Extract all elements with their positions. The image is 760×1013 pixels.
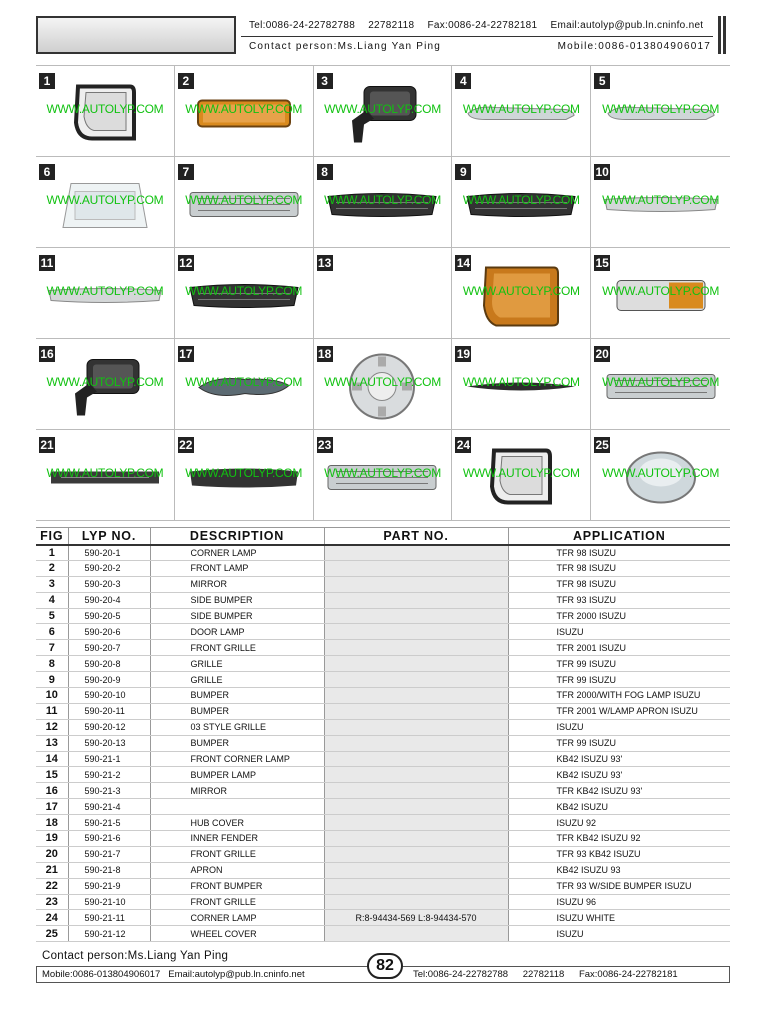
cell-part-no [324,719,508,735]
watermark: WWW.AUTOLYP.COM [602,375,720,390]
cell-description: BUMPER [150,688,324,704]
footer-fax: Fax:0086-24-22782181 [578,969,678,980]
cell-description: GRILLE [150,656,324,672]
cell-fig: 7 [36,640,68,656]
figure-number: 20 [595,347,609,361]
cell-part-no [324,799,508,815]
cell-fig: 23 [36,894,68,910]
cell-fig: 12 [36,719,68,735]
page-header [36,16,736,58]
watermark: WWW.AUTOLYP.COM [602,466,720,481]
table-row [36,926,730,942]
footer-mobile: Mobile:0086-013804906017 [42,969,161,980]
cell-application: ISUZU [508,624,730,640]
figure-number: 1 [39,73,55,89]
cell-lyp-no: 590-20-12 [68,719,150,735]
cell-description: DOOR LAMP [150,624,324,640]
cell-description [150,799,324,815]
figure-number: 7 [178,164,194,180]
watermark: WWW.AUTOLYP.COM [462,284,580,299]
watermark: WWW.AUTOLYP.COM [46,284,164,299]
col-part-no: PART NO. [324,528,508,545]
cell-lyp-no: 590-20-11 [68,703,150,719]
figure-number: 12 [179,256,193,270]
cell-part-no [324,878,508,894]
cell-lyp-no: 590-20-6 [68,624,150,640]
cell-application: KB42 ISUZU 93' [508,751,730,767]
figure-cell [591,339,730,430]
watermark: WWW.AUTOLYP.COM [602,102,720,117]
figure-cell [36,248,175,339]
cell-application: TFR 98 ISUZU [508,545,730,561]
footer-right [413,969,690,980]
table-row [36,862,730,878]
cell-lyp-no: 590-21-3 [68,783,150,799]
cell-lyp-no: 590-20-13 [68,735,150,751]
figure-number: 17 [179,347,193,361]
table-row [36,640,730,656]
cell-part-no [324,688,508,704]
cell-application: TFR 98 ISUZU [508,560,730,576]
cell-description: BUMPER LAMP [150,767,324,783]
figure-cell [452,339,591,430]
figure-number: 23 [317,438,332,452]
cell-application: TFR 99 ISUZU [508,735,730,751]
cell-part-no [324,735,508,751]
cell-description: MIRROR [150,783,324,799]
cell-application: TFR 93 W/SIDE BUMPER ISUZU [508,878,730,894]
table-row [36,688,730,704]
cell-fig: 25 [36,926,68,942]
cell-fig: 13 [36,735,68,751]
col-lyp-no: LYP NO. [68,528,150,545]
header-tel2: 22782118 [368,20,415,31]
table-row [36,894,730,910]
cell-part-no [324,846,508,862]
figure-cell [591,66,730,157]
table-row [36,878,730,894]
cell-description: CORNER LAMP [150,545,324,561]
figure-cell [452,66,591,157]
figure-number: 4 [455,73,471,89]
figure-number: 10 [595,165,609,179]
cell-fig: 2 [36,560,68,576]
cell-part-no [324,624,508,640]
figure-number: 11 [40,256,54,270]
cell-fig: 18 [36,815,68,831]
cell-lyp-no: 590-21-1 [68,751,150,767]
cell-description: BUMPER [150,703,324,719]
figure-cell [452,157,591,248]
figure-cell [314,66,453,157]
figure-number: 25 [595,438,609,452]
table-row [36,703,730,719]
figure-cell [175,248,314,339]
cell-lyp-no: 590-20-3 [68,576,150,592]
cell-application: TFR 99 ISUZU [508,672,730,688]
cell-application: TFR 93 ISUZU [508,592,730,608]
cell-lyp-no: 590-20-5 [68,608,150,624]
table-header-row [36,528,730,545]
table-row [36,576,730,592]
header-email: Email:autolyp@pub.ln.cninfo.net [550,20,704,31]
cell-description: WHEEL COVER [150,926,324,942]
watermark: WWW.AUTOLYP.COM [185,284,303,299]
footer-left [42,969,305,980]
cell-application: TFR 2001 W/LAMP APRON ISUZU [508,703,730,719]
figure-cell [36,339,175,430]
cell-application: ISUZU [508,719,730,735]
cell-application: TFR 2000/WITH FOG LAMP ISUZU [508,688,730,704]
col-description: DESCRIPTION [150,528,324,545]
figure-number: 13 [317,256,332,270]
cell-application: ISUZU 92 [508,815,730,831]
figure-number: 6 [39,164,55,180]
cell-lyp-no: 590-21-12 [68,926,150,942]
figure-cell [452,430,591,521]
cell-part-no [324,767,508,783]
parts-table [36,527,730,942]
cell-lyp-no: 590-21-5 [68,815,150,831]
figure-number: 24 [456,438,471,452]
cell-lyp-no: 590-21-2 [68,767,150,783]
cell-description: 03 STYLE GRILLE [150,719,324,735]
watermark: WWW.AUTOLYP.COM [324,102,441,117]
table-row [36,751,730,767]
cell-part-no [324,656,508,672]
cell-part-no [324,831,508,847]
cell-lyp-no: 590-20-9 [68,672,150,688]
cell-application: KB42 ISUZU 93' [508,767,730,783]
cell-lyp-no: 590-20-10 [68,688,150,704]
cell-part-no [324,640,508,656]
cell-part-no [324,672,508,688]
cell-fig: 6 [36,624,68,640]
cell-fig: 5 [36,608,68,624]
watermark: WWW.AUTOLYP.COM [185,102,303,117]
cell-description: CORNER LAMP [150,910,324,926]
figure-cell [175,66,314,157]
figure-number: 8 [317,164,333,180]
cell-part-no [324,545,508,561]
watermark: WWW.AUTOLYP.COM [185,375,303,390]
table-row [36,910,730,926]
cell-application: TFR KB42 ISUZU 93' [508,783,730,799]
figure-cell [36,66,175,157]
watermark: WWW.AUTOLYP.COM [185,466,303,481]
cell-fig: 19 [36,831,68,847]
header-contact-line [249,20,713,31]
cell-description: MIRROR [150,576,324,592]
cell-description: BUMPER [150,735,324,751]
watermark: WWW.AUTOLYP.COM [602,284,720,299]
footer-email: Email:autolyp@pub.ln.cninfo.net [168,969,305,980]
cell-description: FRONT BUMPER [150,878,324,894]
cell-part-no [324,894,508,910]
cell-part-no [324,815,508,831]
figure-number: 18 [317,347,332,361]
watermark: WWW.AUTOLYP.COM [46,193,164,208]
table-row [36,608,730,624]
footer-tel2: 22782118 [522,969,565,980]
table-row [36,783,730,799]
cell-fig: 1 [36,545,68,561]
watermark: WWW.AUTOLYP.COM [324,193,441,208]
parts-image-grid [36,65,730,521]
cell-fig: 22 [36,878,68,894]
cell-part-no [324,862,508,878]
cell-description: INNER FENDER [150,831,324,847]
cell-part-no [324,926,508,942]
table-row [36,656,730,672]
figure-number: 5 [594,73,610,89]
figure-cell [175,157,314,248]
cell-fig: 9 [36,672,68,688]
cell-description: FRONT CORNER LAMP [150,751,324,767]
watermark: WWW.AUTOLYP.COM [462,466,580,481]
figure-cell [175,339,314,430]
cell-part-no [324,608,508,624]
watermark: WWW.AUTOLYP.COM [46,466,164,481]
cell-lyp-no: 590-21-7 [68,846,150,862]
cell-application: ISUZU WHITE [508,910,730,926]
figure-cell [314,157,453,248]
cell-application: TFR 99 ISUZU [508,656,730,672]
watermark: WWW.AUTOLYP.COM [324,375,441,390]
cell-application: TFR KB42 ISUZU 92 [508,831,730,847]
watermark: WWW.AUTOLYP.COM [462,375,580,390]
watermark: WWW.AUTOLYP.COM [46,375,164,390]
cell-part-no: R:8-94434-569 L:8-94434-570 [324,910,508,926]
table-row [36,545,730,561]
cell-lyp-no: 590-21-10 [68,894,150,910]
watermark: WWW.AUTOLYP.COM [185,193,303,208]
table-row [36,624,730,640]
cell-part-no [324,751,508,767]
table-row [36,846,730,862]
figure-number: 16 [40,347,54,361]
cell-fig: 16 [36,783,68,799]
table-row [36,735,730,751]
cell-lyp-no: 590-21-4 [68,799,150,815]
cell-application: ISUZU 96 [508,894,730,910]
table-row [36,767,730,783]
cell-fig: 11 [36,703,68,719]
footer-contact-person: Contact person:Ms.Liang Yan Ping [42,950,229,962]
cell-part-no [324,592,508,608]
cell-description: FRONT LAMP [150,560,324,576]
figure-cell [314,430,453,521]
cell-lyp-no: 590-20-8 [68,656,150,672]
figure-cell [175,430,314,521]
cell-application: KB42 ISUZU [508,799,730,815]
table-row [36,815,730,831]
header-fax: Fax:0086-24-22782181 [427,20,538,31]
cell-fig: 14 [36,751,68,767]
cell-lyp-no: 590-20-1 [68,545,150,561]
cell-part-no [324,560,508,576]
cell-lyp-no: 590-21-11 [68,910,150,926]
cell-application: ISUZU [508,926,730,942]
watermark: WWW.AUTOLYP.COM [602,193,720,208]
cell-fig: 8 [36,656,68,672]
cell-part-no [324,576,508,592]
cell-description: APRON [150,862,324,878]
figure-number: 14 [456,256,471,270]
cell-lyp-no: 590-20-7 [68,640,150,656]
figure-cell [36,430,175,521]
col-application: APPLICATION [508,528,730,545]
cell-description: HUB COVER [150,815,324,831]
figure-cell [36,157,175,248]
figure-number: 22 [179,438,193,452]
header-tel: Tel:0086-24-22782788 [249,20,356,31]
col-fig: FIG [36,528,68,545]
cell-part-no [324,703,508,719]
cell-description: FRONT GRILLE [150,894,324,910]
cell-fig: 15 [36,767,68,783]
cell-fig: 24 [36,910,68,926]
figure-cell [591,157,730,248]
figure-number: 3 [317,73,333,89]
figure-cell [591,248,730,339]
watermark: WWW.AUTOLYP.COM [462,193,580,208]
figure-cell [314,248,453,339]
cell-lyp-no: 590-21-8 [68,862,150,878]
cell-description: FRONT GRILLE [150,846,324,862]
cell-application: KB42 ISUZU 93 [508,862,730,878]
cell-description: SIDE BUMPER [150,608,324,624]
cell-application: TFR 2001 ISUZU [508,640,730,656]
header-divider [241,36,713,37]
footer-tel: Tel:0086-24-22782788 [413,969,509,980]
watermark: WWW.AUTOLYP.COM [324,466,441,481]
cell-fig: 17 [36,799,68,815]
table-row [36,592,730,608]
watermark: WWW.AUTOLYP.COM [462,102,580,117]
figure-number: 9 [455,164,471,180]
figure-number: 19 [456,347,471,361]
table-row [36,560,730,576]
logo-box [36,16,236,54]
cell-part-no [324,783,508,799]
header-mobile: Mobile:0086-013804906017 [557,41,711,52]
cell-fig: 21 [36,862,68,878]
cell-fig: 3 [36,576,68,592]
cell-description: FRONT GRILLE [150,640,324,656]
cell-fig: 10 [36,688,68,704]
header-person-line [249,41,711,52]
table-row [36,799,730,815]
header-contact-person: Contact person:Ms.Liang Yan Ping [249,41,442,52]
cell-lyp-no: 590-20-4 [68,592,150,608]
cell-fig: 20 [36,846,68,862]
figure-cell [591,430,730,521]
figure-cell [314,339,453,430]
table-row [36,672,730,688]
figure-number: 2 [178,73,194,89]
table-row [36,719,730,735]
cell-lyp-no: 590-21-9 [68,878,150,894]
cell-description: SIDE BUMPER [150,592,324,608]
figure-cell [452,248,591,339]
cell-application: TFR 93 KB42 ISUZU [508,846,730,862]
cell-description: GRILLE [150,672,324,688]
cell-lyp-no: 590-21-6 [68,831,150,847]
page-number: 82 [367,953,403,979]
figure-number: 15 [595,256,609,270]
cell-application: TFR 2000 ISUZU [508,608,730,624]
header-decoration [718,16,728,54]
figure-number: 21 [40,438,54,452]
watermark: WWW.AUTOLYP.COM [46,102,164,117]
cell-fig: 4 [36,592,68,608]
cell-lyp-no: 590-20-2 [68,560,150,576]
table-row [36,831,730,847]
cell-application: TFR 98 ISUZU [508,576,730,592]
